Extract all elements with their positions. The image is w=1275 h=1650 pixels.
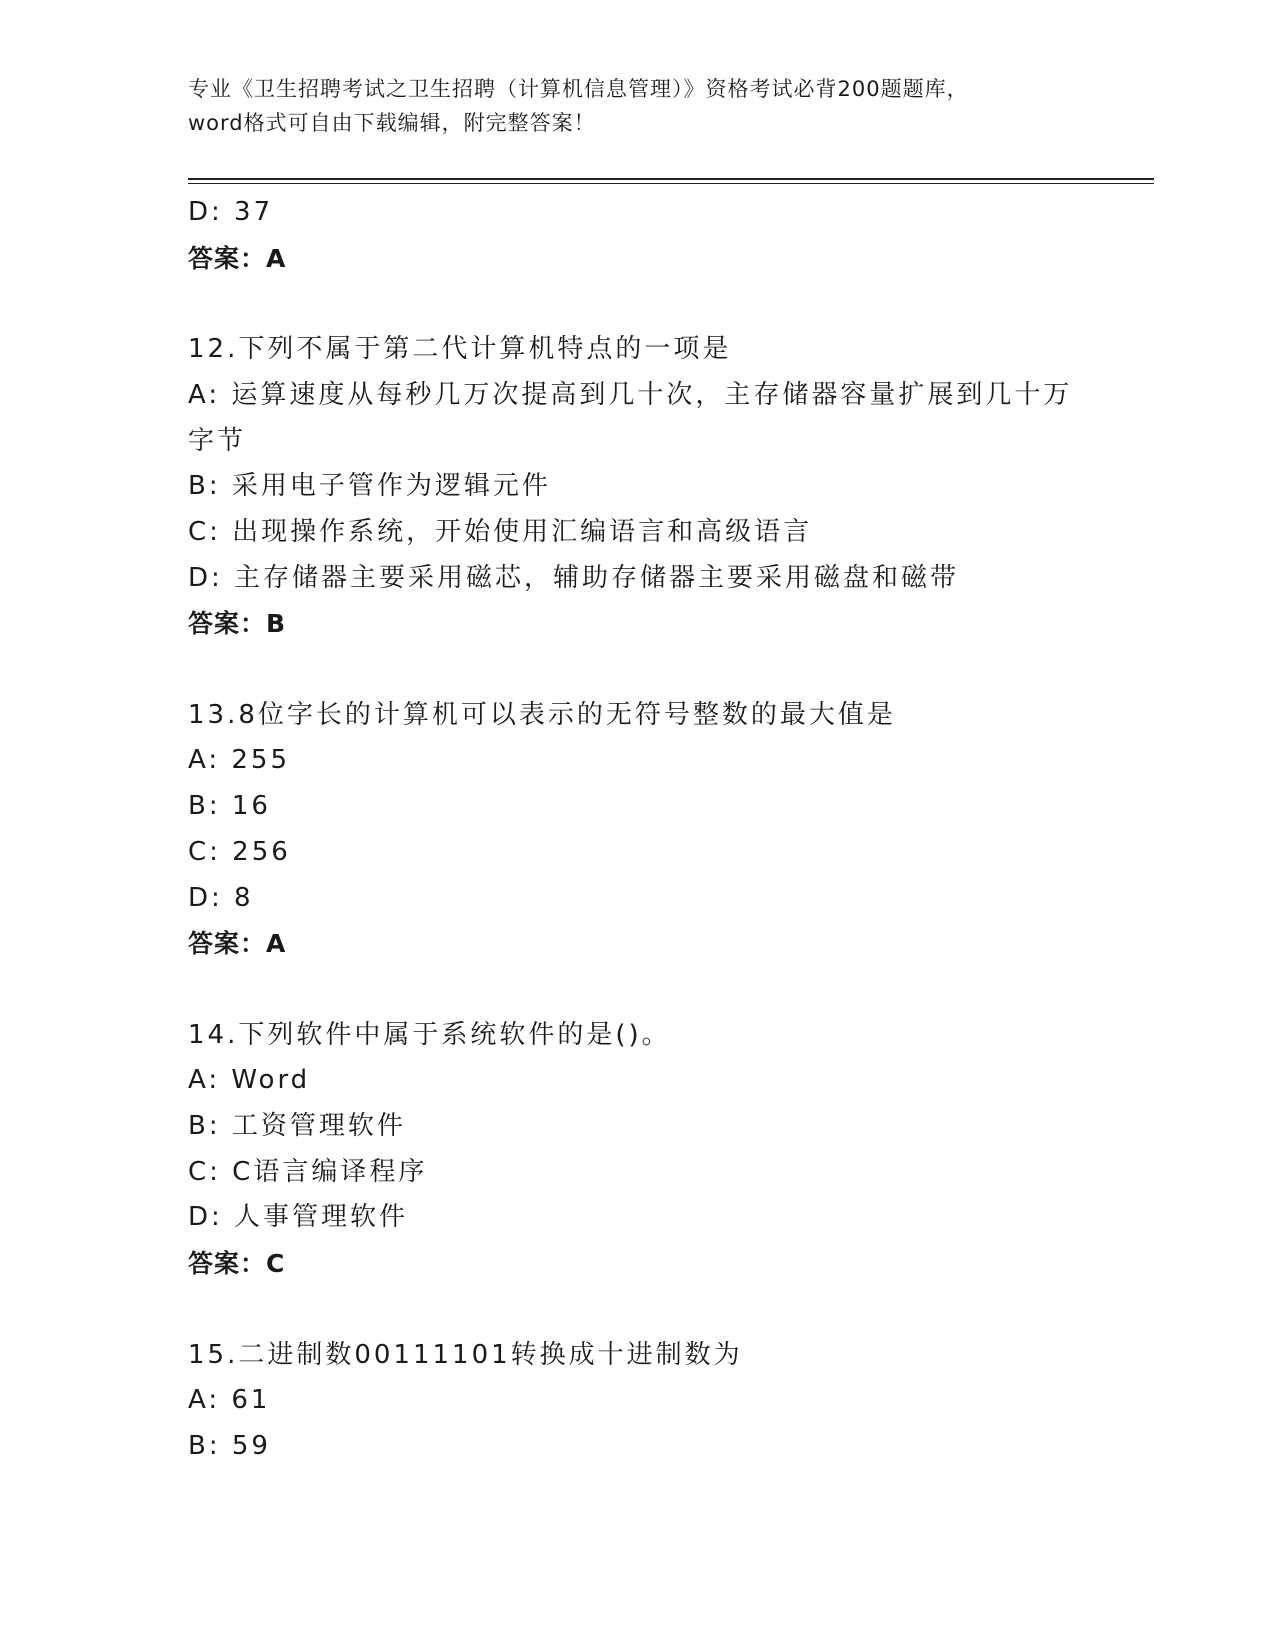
spacer (188, 1287, 1088, 1333)
option-line: B: 采用电子管作为逻辑元件 (188, 471, 551, 502)
document-header (188, 72, 1088, 140)
question-list (188, 190, 1088, 1470)
option-line: D: 8 (188, 882, 254, 913)
spacer (188, 647, 1088, 693)
spacer (188, 281, 1088, 327)
option-line: C: C语言编译程序 (188, 1156, 428, 1187)
answer-line: 答案：B (188, 609, 287, 639)
option-line: D: 主存储器主要采用磁芯，辅助存储器主要采用磁盘和磁带 (188, 562, 960, 593)
option-line: A: 61 (188, 1385, 271, 1416)
option-line: A: 运算速度从每秒几万次提高到几十次，主存储器容量扩展到几十万 (188, 379, 1073, 410)
answer-line: 答案：A (188, 929, 287, 959)
option-line: B: 工资管理软件 (188, 1111, 406, 1142)
answer-line: 答案：C (188, 1249, 286, 1279)
header-line-2: word格式可自由下载编辑，附完整答案！ (188, 111, 596, 135)
question-stem: 12.下列不属于第二代计算机特点的一项是 (188, 334, 732, 365)
question-stem: 14.下列软件中属于系统软件的是()。 (188, 1019, 671, 1050)
option-line: B: 59 (188, 1430, 271, 1461)
header-line-1: 专业《卫生招聘考试之卫生招聘（计算机信息管理）》资格考试必背200题题库， (188, 77, 969, 101)
spacer (188, 967, 1088, 1013)
option-line: D: 37 (188, 197, 274, 227)
option-line: A: Word (188, 1065, 311, 1096)
option-line: C: 256 (188, 836, 291, 867)
option-line: D: 人事管理软件 (188, 1202, 409, 1233)
answer-line: 答案：A (188, 243, 287, 273)
option-line: 字节 (188, 425, 247, 456)
header-divider-thick (188, 178, 1154, 180)
question-stem: 13.8位字长的计算机可以表示的无符号整数的最大值是 (188, 699, 896, 730)
header-divider-thin (188, 183, 1154, 184)
question-stem: 15.二进制数00111101转换成十进制数为 (188, 1339, 743, 1370)
option-line: C: 出现操作系统，开始使用汇编语言和高级语言 (188, 516, 813, 547)
option-line: B: 16 (188, 791, 271, 822)
option-line: A: 255 (188, 745, 290, 776)
